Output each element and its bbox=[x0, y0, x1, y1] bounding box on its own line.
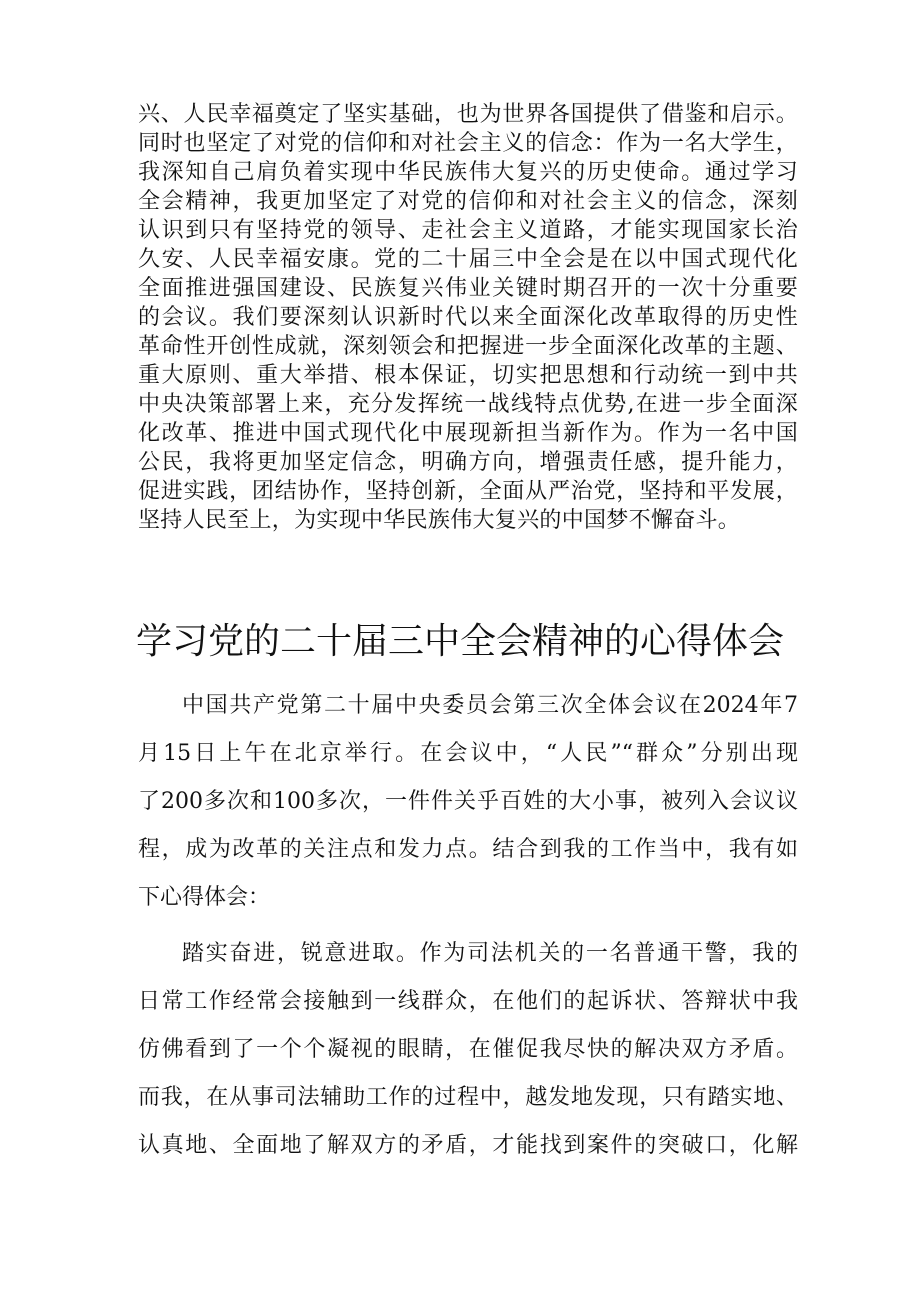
text-line: 认真地、全面地了解双方的矛盾，才能找到案件的突破口，化解 bbox=[138, 1133, 798, 1158]
text-line: 的会议。我们要深刻认识新时代以来全面深化改革取得的历史性 bbox=[138, 305, 798, 330]
text-line: 全会精神，我更加坚定了对党的信仰和对社会主义的信念，深刻 bbox=[138, 189, 798, 214]
text-line: 认识到只有坚持党的领导、走社会主义道路，才能实现国家长治 bbox=[138, 218, 798, 243]
text-line: 下心得体会： bbox=[138, 885, 271, 910]
text-line: 兴、人民幸福奠定了坚实基础，也为世界各国提供了借鉴和启示。 bbox=[138, 102, 798, 127]
article-body bbox=[138, 686, 798, 1174]
text-line: 久安、人民幸福安康。党的二十届三中全会是在以中国式现代化 bbox=[138, 247, 798, 272]
text-line: 同时也坚定了对党的信仰和对社会主义的信念：作为一名大学生， bbox=[138, 131, 798, 156]
text-line: 化改革、推进中国式现代化中展现新担当新作为。作为一名中国 bbox=[138, 421, 798, 446]
text-line: 全面推进强国建设、民族复兴伟业关键时期召开的一次十分重要 bbox=[138, 276, 798, 301]
text-line: 中国共产党第二十届中央委员会第三次全体会议在2024年7 bbox=[182, 693, 798, 718]
paragraph-gap bbox=[138, 926, 798, 934]
text-line: 促进实践，团结协作，坚持创新，全面从严治党，坚持和平发展， bbox=[138, 479, 798, 504]
text-line: 而我，在从事司法辅助工作的过程中，越发地发现，只有踏实地、 bbox=[138, 1085, 798, 1110]
text-line: 公民，我将更加坚定信念，明确方向，增强责任感，提升能力， bbox=[138, 450, 798, 475]
text-line: 我深知自己肩负着实现中华民族伟大复兴的历史使命。通过学习 bbox=[138, 160, 798, 185]
text-line: 仿佛看到了一个个凝视的眼睛，在催促我尽快的解决双方矛盾。 bbox=[138, 1037, 798, 1062]
text-line: 了200多次和100多次，一件件关乎百姓的大小事，被列入会议议 bbox=[138, 789, 798, 814]
text-line: 月15日上午在北京举行。在会议中，“人民”“群众”分别出现 bbox=[138, 741, 798, 766]
text-line: 踏实奋进，锐意进取。作为司法机关的一名普通干警，我的 bbox=[182, 941, 798, 966]
text-line: 程，成为改革的关注点和发力点。结合到我的工作当中，我有如 bbox=[138, 837, 798, 862]
article-title: 学习党的二十届三中全会精神的心得体会 bbox=[135, 621, 784, 662]
text-line: 日常工作经常会接触到一线群众，在他们的起诉状、答辩状中我 bbox=[138, 989, 798, 1014]
text-line: 重大原则、重大举措、根本保证，切实把思想和行动统一到中共 bbox=[138, 363, 798, 388]
text-line: 中央决策部署上来，充分发挥统一战线特点优势,在进一步全面深 bbox=[138, 392, 798, 417]
text-line: 革命性开创性成就，深刻领会和把握进一步全面深化改革的主题、 bbox=[138, 334, 798, 359]
continuation-paragraph bbox=[138, 100, 798, 535]
text-line: 坚持人民至上，为实现中华民族伟大复兴的中国梦不懈奋斗。 bbox=[138, 508, 741, 533]
